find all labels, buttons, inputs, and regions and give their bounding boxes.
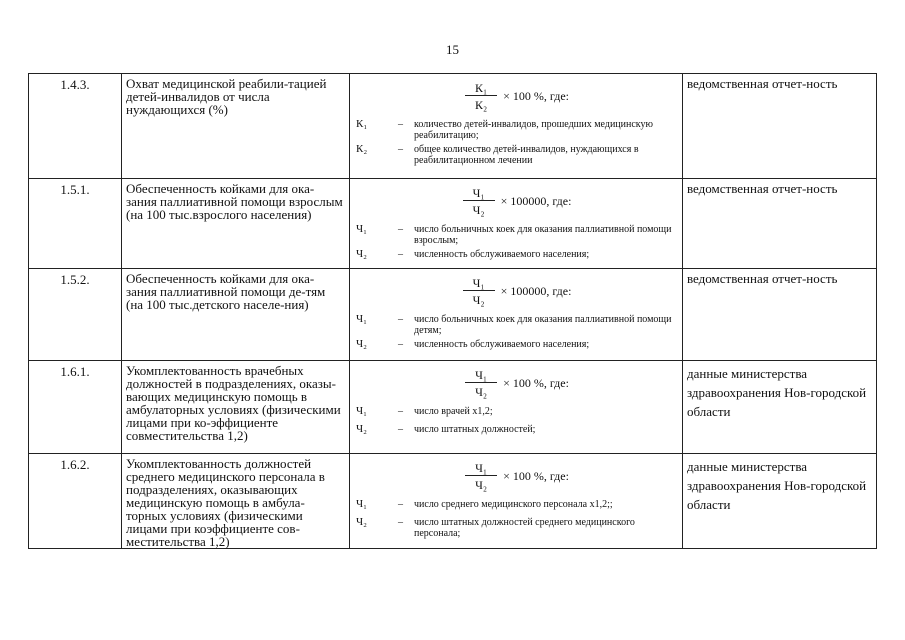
- formula: [356, 76, 678, 116]
- definition-symbol: Ч₁: [356, 498, 367, 510]
- data-source: ведомственная отчет-ность: [683, 74, 877, 179]
- definition: Ч₁ – число больничных коек для оказания паллиативной помощи детям;: [356, 314, 678, 336]
- formula: [356, 181, 678, 221]
- definition-symbol: Ч₂: [356, 423, 367, 435]
- definition: Ч₂ – число штатных должностей;: [356, 424, 678, 435]
- definition: Ч₂ – число штатных должностей среднего медицинского персонала;: [356, 517, 678, 539]
- table-row: [29, 361, 877, 454]
- formula: [356, 456, 678, 496]
- definition-text: количество детей-инвалидов, прошедших медицинскую реабилитацию;: [414, 119, 653, 141]
- table-row: [29, 74, 877, 179]
- definition-symbol: Ч₁: [356, 223, 367, 235]
- definition-text: численность обслуживаемого населения;: [414, 339, 590, 350]
- definition-symbol: Ч₂: [356, 338, 367, 350]
- indicator-name: Охват медицинской реабили-тацией детей-инвалидов от числа нуждающихся (%): [122, 74, 350, 179]
- data-source: ведомственная отчет-ность: [683, 269, 877, 361]
- formula-tail: × 100 %, где:: [503, 468, 569, 483]
- denominator: К₂: [474, 97, 488, 112]
- formula: [356, 271, 678, 311]
- definition-text: число больничных коек для оказания паллиативной помощи детям;: [414, 314, 672, 336]
- denominator: Ч₂: [475, 477, 488, 492]
- row-number: 1.4.3.: [29, 74, 122, 179]
- definition: К₂ – общее количество детей-инвалидов, нуждающихся в реабилитационном лечении: [356, 144, 678, 166]
- definition: Ч₂ – численность обслуживаемого населения;: [356, 339, 678, 350]
- formula-cell: [350, 269, 683, 361]
- numerator: Ч₁: [465, 461, 497, 476]
- indicator-table: [28, 73, 877, 549]
- definition-text: число больничных коек для оказания паллиативной помощи взрослым;: [414, 224, 672, 246]
- formula-tail: × 100000, где:: [500, 283, 572, 298]
- formula: [356, 363, 678, 403]
- formula-tail: × 100000, где:: [500, 193, 572, 208]
- page-number: 15: [446, 42, 459, 57]
- definition-text: численность обслуживаемого населения;: [414, 249, 590, 260]
- data-source: ведомственная отчет-ность: [683, 179, 877, 269]
- definition: Ч₁ – число среднего медицинского персонала х1,2;;: [356, 499, 678, 510]
- definition-text: число среднего медицинского персонала х1,2;;: [414, 499, 613, 510]
- data-source: данные министерства здравоохранения Нов-городской области: [683, 454, 877, 549]
- formula-cell: [350, 361, 683, 454]
- definition-symbol: Ч₂: [356, 516, 367, 528]
- indicator-name: Укомплектованность врачебных должностей в подразделениях, оказы-вающих медицинскую помощь в амбулаторных условиях (физическими лицами при ко-эффициенте совместительства 1,2): [122, 361, 350, 454]
- definition-text: общее количество детей-инвалидов, нуждающихся в реабилитационном лечении: [414, 144, 639, 166]
- definition: Ч₂ – численность обслуживаемого населения;: [356, 249, 678, 260]
- definition-symbol: Ч₂: [356, 248, 367, 260]
- formula-tail: × 100 %, где:: [503, 88, 570, 103]
- definition: Ч₁ – число врачей х1,2;: [356, 406, 678, 417]
- formula-tail: × 100 %, где:: [503, 375, 569, 390]
- table-row: [29, 269, 877, 361]
- definition-text: число штатных должностей среднего медицинского персонала;: [414, 517, 635, 539]
- denominator: Ч₂: [475, 384, 488, 399]
- indicator-name: Обеспеченность койками для ока-зания паллиативной помощи взрослым (на 100 тыс.взрослого населения): [122, 179, 350, 269]
- table-row: [29, 454, 877, 549]
- definition-symbol: Ч₁: [356, 313, 367, 325]
- definition-symbol: Ч₁: [356, 405, 367, 417]
- row-number: 1.6.1.: [29, 361, 122, 454]
- definition: Ч₁ – число больничных коек для оказания паллиативной помощи взрослым;: [356, 224, 678, 246]
- table-row: [29, 179, 877, 269]
- row-number: 1.5.1.: [29, 179, 122, 269]
- numerator: К₁: [465, 81, 497, 96]
- formula-cell: [350, 179, 683, 269]
- row-number: 1.5.2.: [29, 269, 122, 361]
- data-source: данные министерства здравоохранения Нов-городской области: [683, 361, 877, 454]
- numerator: Ч₁: [465, 368, 497, 383]
- denominator: Ч₂: [472, 202, 485, 217]
- numerator: Ч₁: [463, 276, 495, 291]
- indicator-name: Обеспеченность койками для ока-зания паллиативной помощи де-тям (на 100 тыс.детского населе-ния): [122, 269, 350, 361]
- definition: К₁ – количество детей-инвалидов, прошедших медицинскую реабилитацию;: [356, 119, 678, 141]
- row-number: 1.6.2.: [29, 454, 122, 549]
- denominator: Ч₂: [472, 292, 485, 307]
- indicator-name: Укомплектованность должностей среднего медицинского персонала в подразделениях, оказывающих медицинскую помощь в амбула-торных условиях (физическими лицами при коэффициенте сов-местительства 1,2): [122, 454, 350, 549]
- formula-cell: [350, 454, 683, 549]
- formula-cell: [350, 74, 683, 179]
- definition-symbol: К₂: [356, 143, 368, 155]
- definition-text: число врачей х1,2;: [414, 406, 493, 417]
- numerator: Ч₁: [463, 186, 495, 201]
- definition-symbol: К₁: [356, 118, 368, 130]
- definition-text: число штатных должностей;: [414, 424, 536, 435]
